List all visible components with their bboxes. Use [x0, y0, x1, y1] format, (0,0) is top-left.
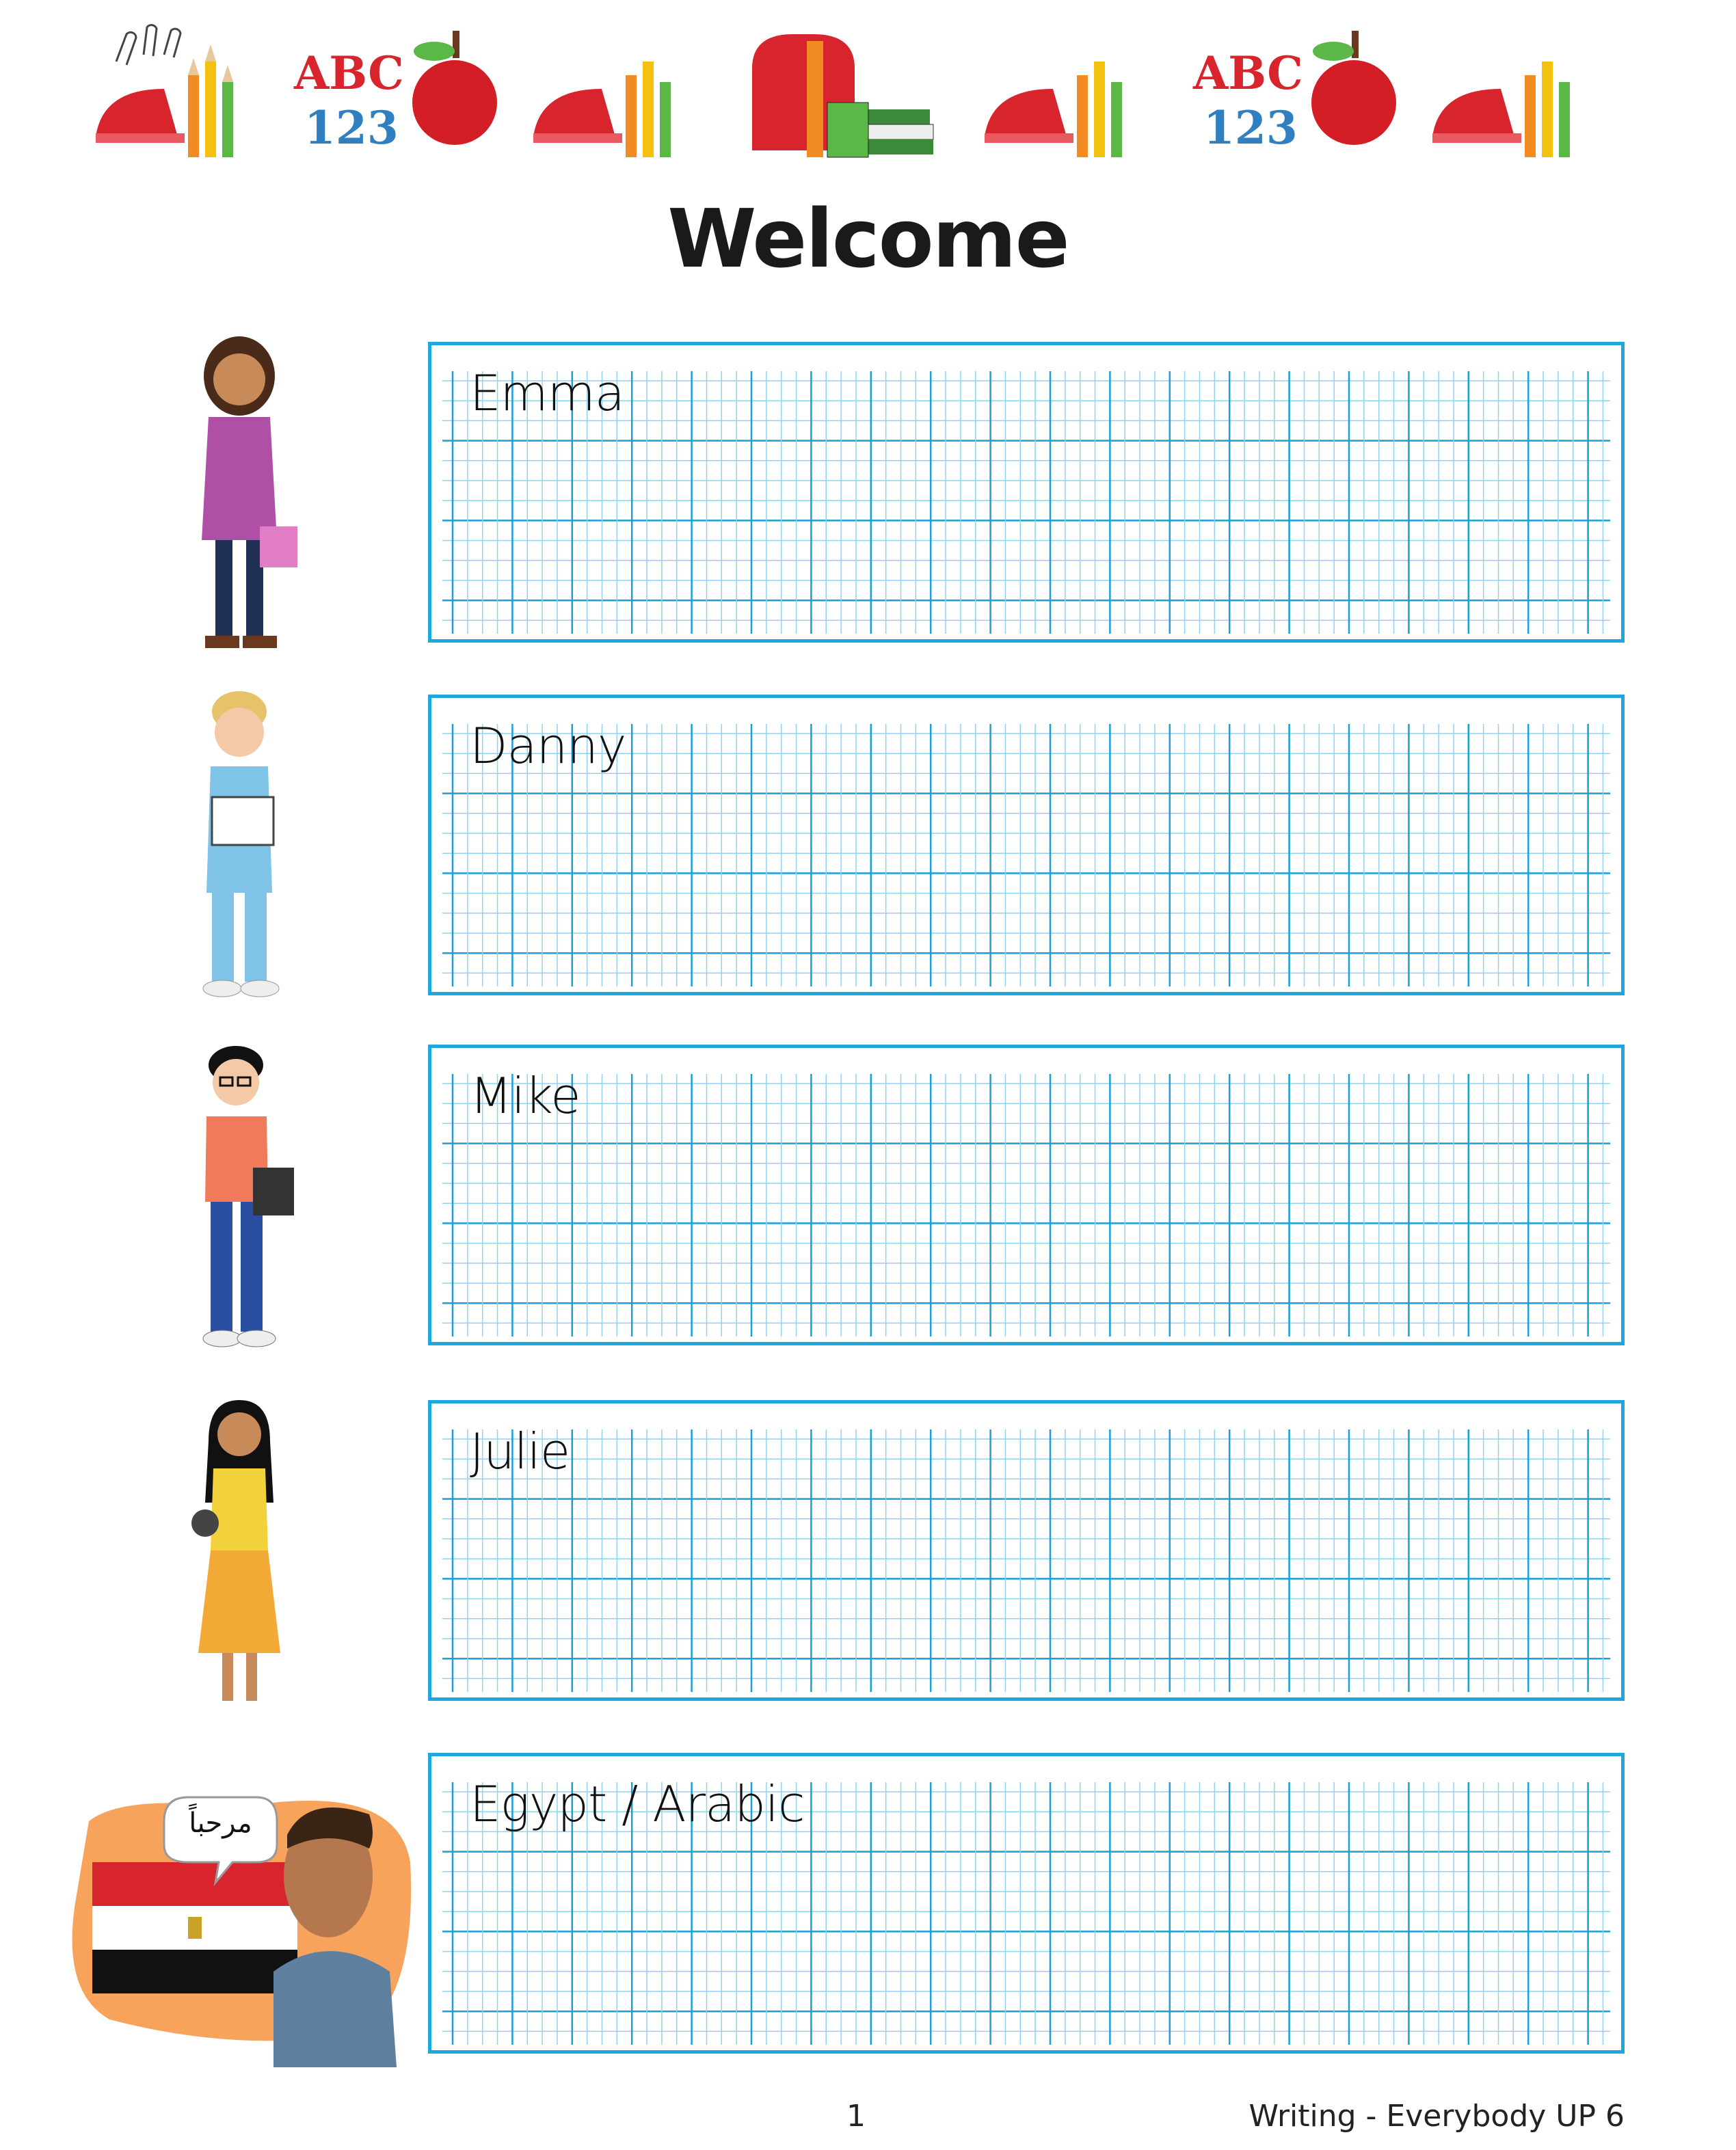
- page-title: Welcome: [667, 191, 1069, 286]
- row-label: Egypt / Arabic: [470, 1775, 805, 1833]
- writing-grid-box[interactable]: [428, 1753, 1625, 2054]
- julie-illustration-icon: [157, 1393, 321, 1715]
- row-label: Danny: [470, 717, 626, 775]
- writing-row-mike: [0, 1045, 1736, 1345]
- handwriting-grid: [431, 1048, 1621, 1342]
- mike-illustration-icon: [157, 1038, 321, 1359]
- stapler-pencils-icon: [89, 14, 267, 164]
- writing-grid-box[interactable]: [428, 1045, 1625, 1345]
- svg-text:ABC: ABC: [1193, 46, 1303, 100]
- egypt-illustration: [68, 1766, 417, 2067]
- handwriting-grid: [431, 1403, 1621, 1697]
- writing-grid-box[interactable]: [428, 695, 1625, 995]
- abc-123-apple-icon: [1186, 14, 1405, 164]
- svg-text:123: 123: [1203, 101, 1298, 154]
- row-label: Mike: [470, 1067, 580, 1125]
- row-label: Emma: [470, 364, 624, 422]
- page-number: 1: [846, 2099, 866, 2134]
- stapler-pencils-icon: [978, 14, 1156, 164]
- footer-book-title: Writing - Everybody UP 6: [1248, 2099, 1625, 2134]
- stapler-pencils-icon: [1426, 14, 1603, 164]
- writing-row-danny: [0, 695, 1736, 995]
- abc-123-apple-icon: [287, 14, 506, 164]
- row-label: Julie: [470, 1423, 570, 1480]
- speech-bubble-text: مرحباً: [189, 1808, 252, 1839]
- emma-illustration-icon: [157, 335, 321, 656]
- writing-grid-box[interactable]: [428, 1400, 1625, 1701]
- danny-illustration-icon: [157, 688, 321, 1009]
- writing-row-julie: [0, 1400, 1736, 1701]
- writing-row-emma: [0, 342, 1736, 643]
- svg-text:123: 123: [304, 101, 399, 154]
- header-clipart-banner: [82, 14, 1627, 178]
- writing-grid-box[interactable]: [428, 342, 1625, 643]
- stapler-pencils-icon: [526, 14, 704, 164]
- backpack-books-calculator-icon: [738, 14, 937, 164]
- writing-row-egypt: [0, 1753, 1736, 2054]
- svg-text:ABC: ABC: [294, 46, 404, 100]
